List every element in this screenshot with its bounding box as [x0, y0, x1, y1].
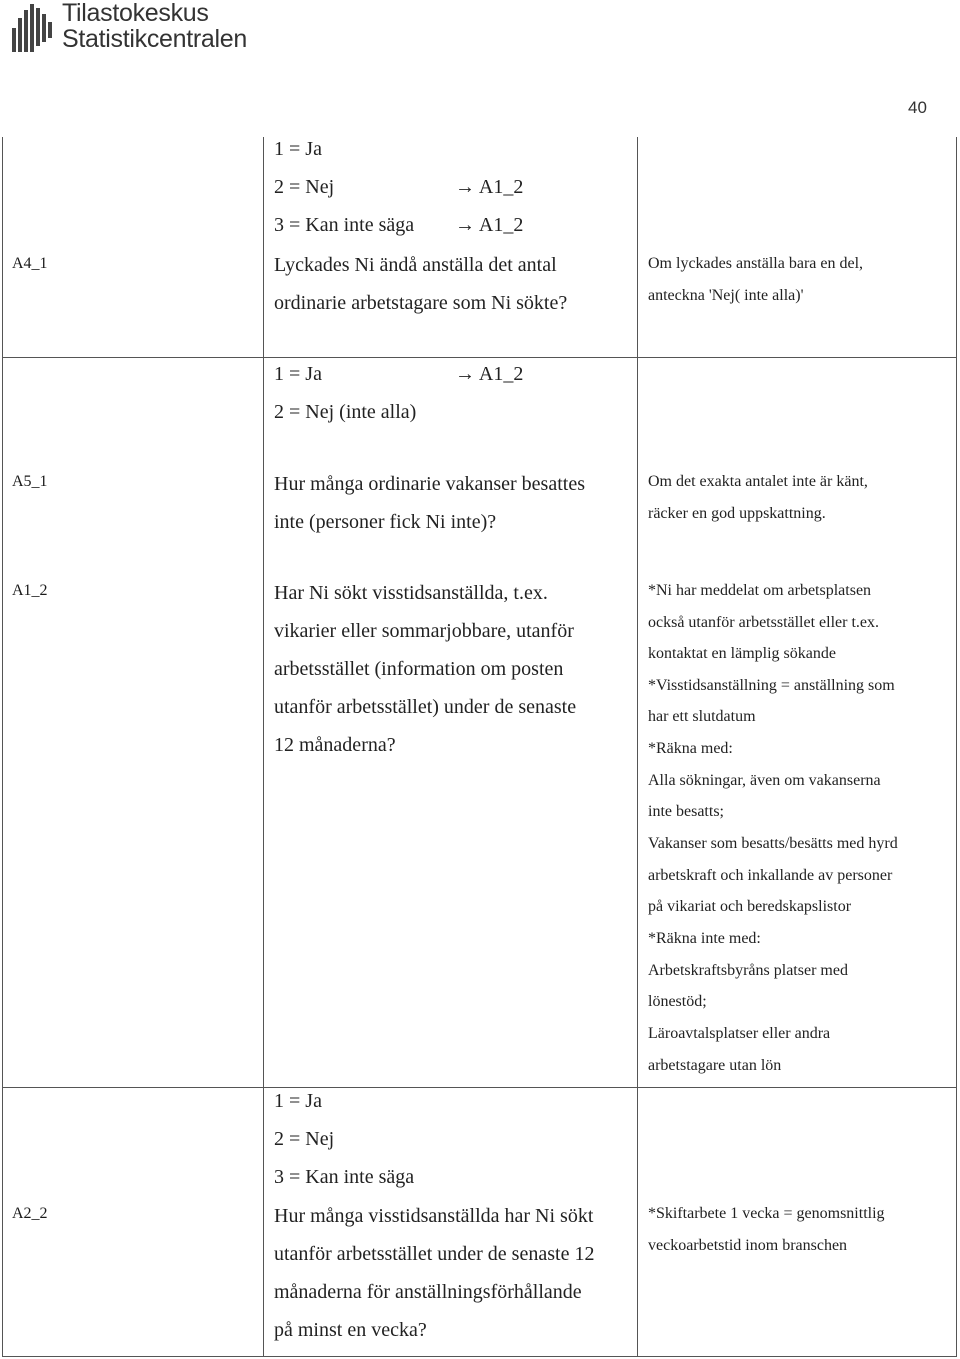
question-a2-2-line2: utanför arbetsstället under de senaste 12 — [274, 1243, 595, 1265]
a1-2-option-ja: 1 = Ja — [274, 1090, 322, 1112]
a4-option-ja: 1 = Ja — [274, 138, 322, 160]
table-border-bottom — [2, 1356, 957, 1357]
note-a4-1-line2: anteckna 'Nej( inte alla)' — [648, 287, 804, 304]
row-divider-2b — [637, 1087, 957, 1088]
note-a5-1-line1: Om det exakta antalet inte är känt, — [648, 473, 868, 490]
question-a1-2-line3: arbetsstället (information om posten — [274, 658, 564, 680]
logo-line-swedish: Statistikcentralen — [62, 25, 247, 53]
question-code-a1-2: A1_2 — [12, 582, 48, 599]
a1-2-option-kan-inte-saga: 3 = Kan inte säga — [274, 1166, 415, 1188]
a4-1-option-nej-inte-alla: 2 = Nej (inte alla) — [274, 401, 417, 423]
question-a2-2-line4: på minst en vecka? — [274, 1319, 427, 1341]
question-a1-2-line4: utanför arbetsstället) under de senaste — [274, 696, 577, 718]
a4-1-option-ja-goto: → A1_2 — [455, 363, 524, 385]
note-a1-2-line4: *Visstidsanställning = anställning som — [648, 677, 895, 694]
question-a5-1-line2: inte (personer fick Ni inte)? — [274, 511, 497, 533]
note-a2-2-line1: *Skiftarbete 1 vecka = genomsnittlig — [648, 1205, 885, 1222]
table-border-right — [956, 137, 957, 1357]
a4-1-option-ja: 1 = Ja — [274, 363, 322, 385]
page-number: 40 — [908, 98, 927, 117]
question-a5-1-line1: Hur många ordinarie vakanser besattes — [274, 473, 585, 495]
note-a1-2-line11: på vikariat och beredskapslistor — [648, 898, 852, 915]
question-a4-1-line1: Lyckades Ni ändå anställa det antal — [274, 254, 557, 276]
a4-option-kan-inte-saga: 3 = Kan inte säga — [274, 214, 415, 236]
note-a1-2-line5: har ett slutdatum — [648, 708, 756, 725]
question-a1-2-line1: Har Ni sökt visstidsanställda, t.ex. — [274, 582, 548, 604]
a4-option-nej-goto: → A1_2 — [455, 176, 524, 198]
logo-line-finnish: Tilastokeskus — [62, 0, 209, 27]
note-a1-2-line3: kontaktat en lämplig sökande — [648, 645, 836, 662]
note-a1-2-line1: *Ni har meddelat om arbetsplatsen — [648, 582, 872, 599]
question-a1-2-line2: vikarier eller sommarjobbare, utanför — [274, 620, 574, 642]
note-a1-2-line7: Alla sökningar, även om vakanserna — [648, 772, 881, 789]
question-code-a2-2: A2_2 — [12, 1205, 48, 1222]
table-border-left — [2, 137, 3, 1357]
question-code-a5-1: A5_1 — [12, 473, 48, 490]
question-code-a4-1: A4_1 — [12, 255, 48, 272]
note-a1-2-line10: arbetskraft och inkallande av personer — [648, 867, 893, 884]
question-a4-1-line2: ordinarie arbetstagare som Ni sökte? — [274, 292, 568, 314]
note-a1-2-line9: Vakanser som besatts/besätts med hyrd — [648, 835, 898, 852]
note-a1-2-line15: Läroavtalsplatser eller andra — [648, 1025, 831, 1042]
column-divider-2 — [637, 137, 638, 1357]
question-a2-2-line3: månaderna för anställningsförhållande — [274, 1281, 582, 1303]
column-divider-1 — [263, 137, 264, 1357]
note-a1-2-line8: inte besatts; — [648, 803, 724, 820]
a1-2-option-nej: 2 = Nej — [274, 1128, 335, 1150]
question-a2-2-line1: Hur många visstidsanställda har Ni sökt — [274, 1205, 594, 1227]
note-a2-2-line2: veckoarbetstid inom branschen — [648, 1237, 848, 1254]
note-a1-2-line13: Arbetskraftsbyråns platser med — [648, 962, 848, 979]
note-a1-2-line14: lönestöd; — [648, 993, 707, 1010]
note-a4-1-line1: Om lyckades anställa bara en del, — [648, 255, 864, 272]
a4-option-nej: 2 = Nej — [274, 176, 335, 198]
note-a5-1-line2: räcker en god uppskattning. — [648, 505, 826, 522]
a4-option-kan-inte-saga-goto: → A1_2 — [455, 214, 524, 236]
note-a1-2-line16: arbetstagare utan lön — [648, 1057, 782, 1074]
note-a1-2-line12: *Räkna inte med: — [648, 930, 761, 947]
note-a1-2-line2: också utanför arbetsstället eller t.ex. — [648, 614, 880, 631]
note-a1-2-line6: *Räkna med: — [648, 740, 733, 757]
question-a1-2-line5: 12 månaderna? — [274, 734, 396, 756]
